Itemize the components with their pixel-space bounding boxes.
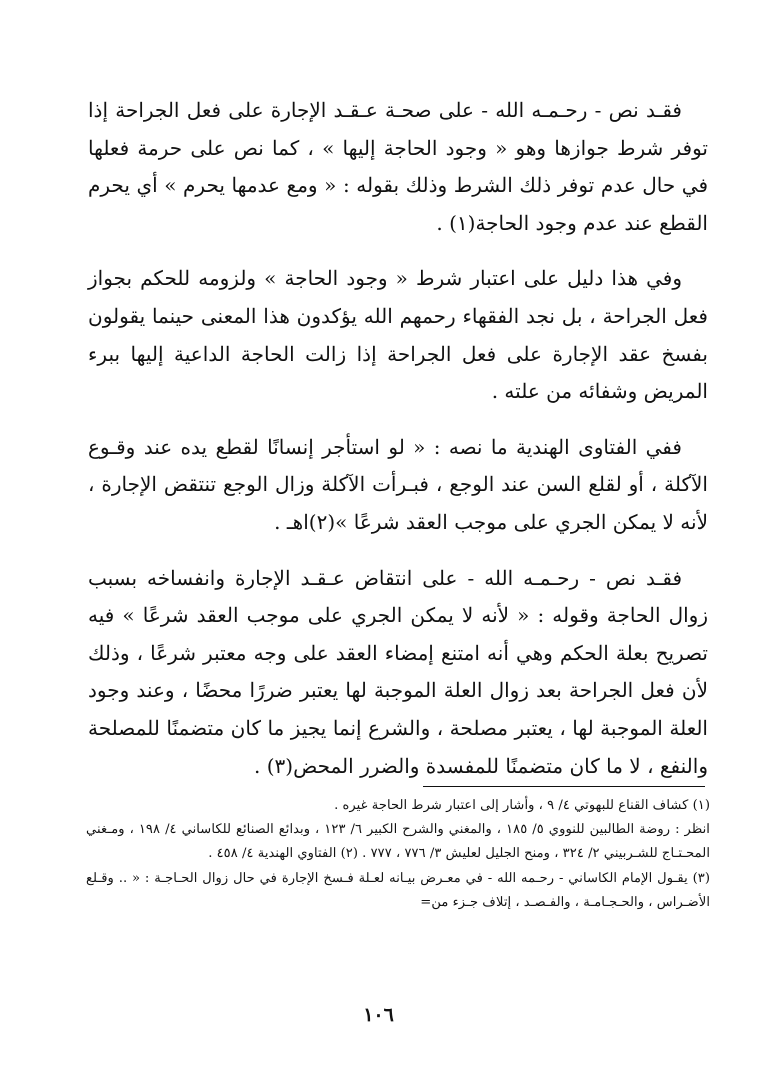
footnote-1: (١) كشاف القناع للبهوتي ٤/ ٩ ، وأشار إلى اعتبار شرط الحاجة غيره . (334, 798, 710, 813)
footnotes (86, 794, 710, 915)
paragraph-3: ففي الفتاوى الهندية ما نصه : « لو استأجر إنسانًا لقطع يده عند وقـوع الآكلة ، أو لقلع السن عند الوجع ، فبـرأت الآكلة وزال الوجع تنتقض الإجارة ، لأنه لا يمكن الجري على موجب العقد شرعًا »(٢)اهـ . (88, 434, 708, 534)
paragraph-4: فقـد نص - رحـمـه الله - على انتقاض عـقـد الإجارة وانفساخه بسبب زوال الحاجة وقوله : « لأنه لا يمكن الجري على موجب العقد شرعًا » فيه تصريح بعلة الحكم وهي أنه امتنع إمضاء العقد على وجه معتبر شرعًا ، وذلك لأن فعل الجراحة بعد زوال العلة الموجبة لها يعتبر ضررًا محضًا ، وعند وجود العلة الموجبة لها ، يعتبر مصلحة ، والشرع إنما يجيز ما كان متضمنًا للمصلحة والنفع ، لا ما كان متضمنًا للمفسدة والضرر المحض(٣) . (88, 565, 708, 778)
footnote-separator (423, 786, 705, 787)
footnote-1-continued: انظر : روضة الطالبين للنووي ٥/ ١٨٥ ، والمغني والشرح الكبير ٦/ ١٢٣ ، وبدائع الصنائع للكاساني ٤/ ١٩٨ ، ومـغني المحـتـاج للشـربيني ٢/ ٣٢٤ ، ومنح الجليل لعليش ٣/ ٧٧٦ ، ٧٧٧ . (٢) الفتاوي الهندية ٤/ ٤٥٨ . (86, 822, 710, 862)
page-number: ١٠٦ (363, 1004, 394, 1026)
paragraph-2: وفي هذا دليل على اعتبار شرط « وجود الحاجة » ولزومه للحكم بجواز فعل الجراحة ، بل نجد الفقهاء رحمهم الله يؤكدون هذا المعنى حينما يقولون بفسخ عقد الإجارة على فعل الجراحة إذا زالت الحاجة الداعية إليها ببرء المريض وشفائه من علته . (88, 266, 708, 404)
footnote-3: (٣) يقـول الإمام الكاساني - رحـمه الله - في معـرض بيـانه لعـلة فـسخ الإجارة في حال زوال الحـاجـة : « .. وقـلع الأضـراس ، والحـجـامـة ، والفـصـد ، إتلاف جـزء من= (86, 870, 710, 910)
main-text (88, 92, 708, 803)
paragraph-1: فقـد نص - رحـمـه الله - على صحـة عـقـد الإجارة على فعل الجراحة إذا توفر شرط جوازها وهو « وجود الحاجة إليها » ، كما نص على حرمة فعلها في حال عدم توفر ذلك الشرط وذلك بقوله : « ومع عدمها يحرم » أي يحرم القطع عند عدم وجود الحاجة(١) . (88, 98, 708, 235)
